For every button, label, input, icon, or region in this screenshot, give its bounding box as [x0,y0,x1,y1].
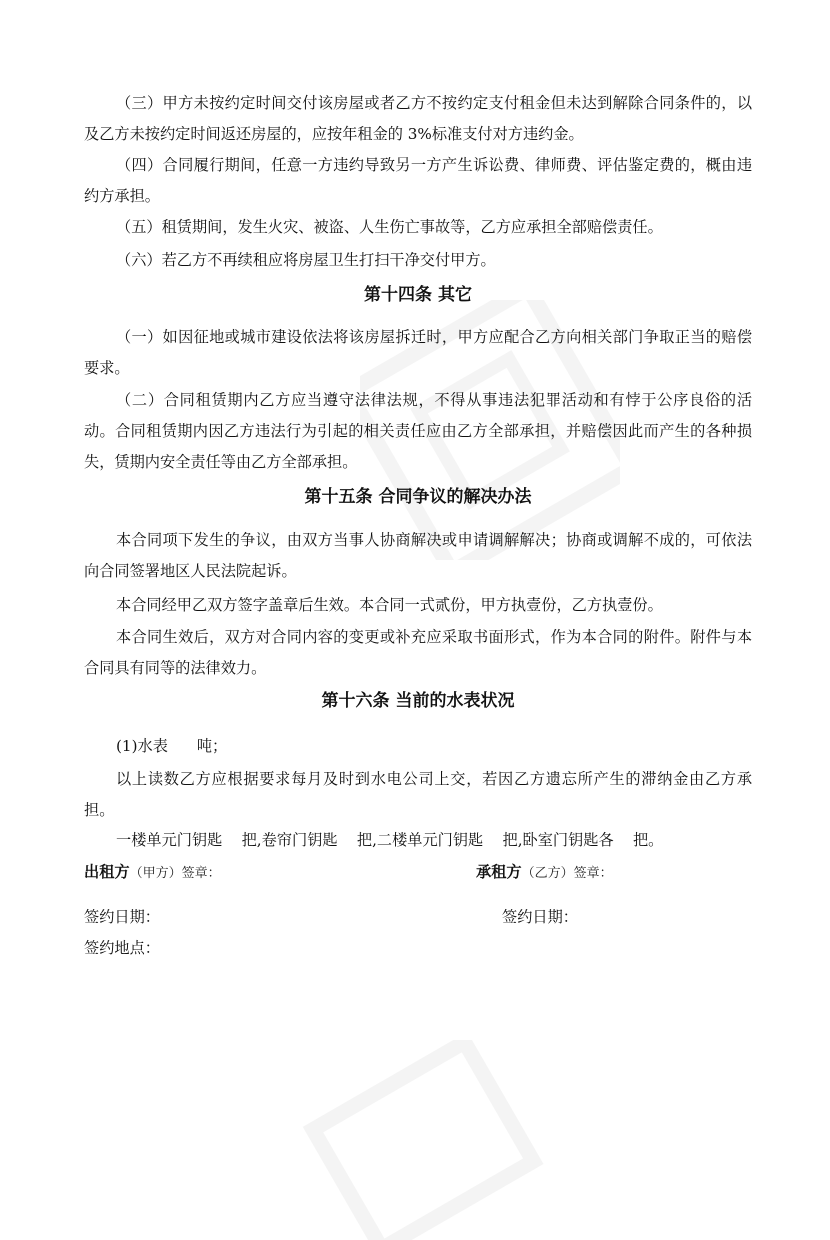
lessor-signature [84,860,221,886]
sign-place: 签约地点： [84,939,160,957]
article-15-para-3: 本合同生效后，双方对合同内容的变更或补充应采取书面形式，作为本合同的附件。附件与本合同具有同等的法律效力。 [84,628,752,677]
lessor-label: 出租方 [84,863,130,881]
clause-13-6: （六）若乙方不再续租应将房屋卫生打扫干净交付甲方。 [116,251,496,269]
water-meter-reading: (1)水表 吨； [116,737,228,755]
lessor-seal: 签章： [181,866,221,881]
article-14-para-2: （二）合同租赁期内乙方应当遵守法律法规，不得从事违法犯罪活动和有悖于公序良俗的活动。合同租赁期内因乙方违法行为引起的相关责任应由乙方全部承担，并赔偿因此而产生的各种损失，赁期内安全责任等由乙方全部承担。 [84,391,752,471]
article-15-para-2: 本合同经甲乙双方签字盖章后生效。本合同一式贰份，甲方执壹份，乙方执壹份。 [116,596,663,614]
article-14-para-1: （一）如因征地或城市建设依法将该房屋拆迁时，甲方应配合乙方向相关部门争取正当的赔偿要求。 [84,328,752,377]
lessor-paren: （甲方） [129,866,182,881]
keys-count-line: 一楼单元门钥匙 把,卷帘门钥匙 把,二楼单元门钥匙 把,卧室门钥匙各 把。 [116,831,664,849]
clause-13-4: （四）合同履行期间，任意一方违约导致另一方产生诉讼费、律师费、评估鉴定费的，概由违约方承担。 [84,156,752,205]
article-16-para-2: 以上读数乙方应根据要求每月及时到水电公司上交，若因乙方遗忘所产生的滞纳金由乙方承担。 [84,770,752,819]
sign-date-left: 签约日期： [84,908,160,926]
article-16-title: 第十六条 当前的水表状况 [321,691,515,711]
lessee-signature [476,860,613,886]
article-15-title: 第十五条 合同争议的解决办法 [304,487,532,507]
lessee-seal: 签章： [573,866,613,881]
clause-13-3: （三）甲方未按约定时间交付该房屋或者乙方不按约定支付租金但未达到解除合同条件的，以及乙方未按约定时间返还房屋的，应按年租金的 3%标准支付对方违约金。 [84,94,752,143]
article-15-para-1: 本合同项下发生的争议，由双方当事人协商解决或申请调解解决；协商或调解不成的，可依法向合同签署地区人民法院起诉。 [84,531,752,580]
watermark-icon [290,1040,550,1240]
sign-date-right: 签约日期： [502,908,578,926]
lessee-label: 承租方 [476,863,522,881]
lessee-paren: （乙方） [521,866,574,881]
article-14-title: 第十四条 其它 [364,285,472,305]
clause-13-5: （五）租赁期间，发生火灾、被盗、人生伤亡事故等，乙方应承担全部赔偿责任。 [116,218,663,236]
